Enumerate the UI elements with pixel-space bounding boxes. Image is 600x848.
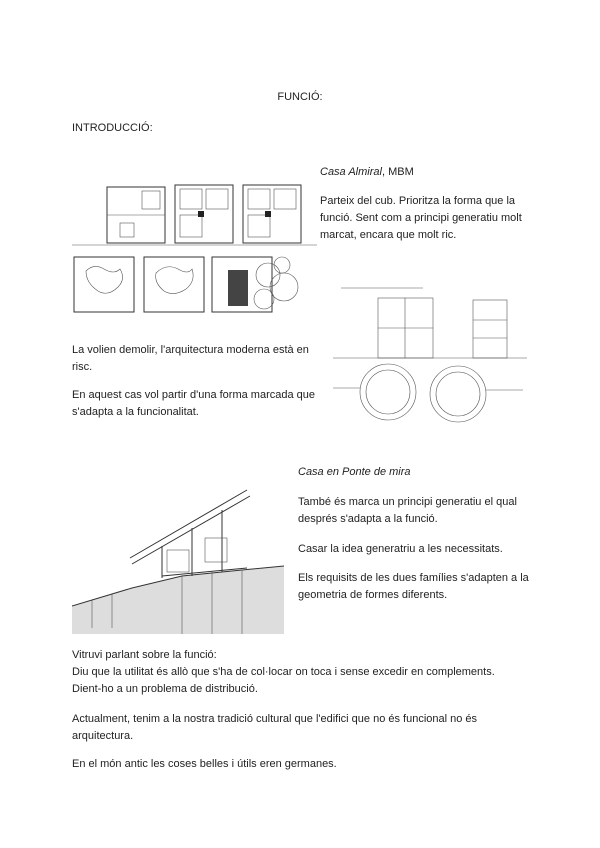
vitruvi-line-3: Dient-ho a un problema de distribució. (72, 683, 258, 695)
casa-almiral-caption-suffix: , MBM (381, 166, 414, 178)
vitruvi-line-1: Vitruvi parlant sobre la funció: (72, 649, 217, 661)
casa-ponte-section-drawing (72, 488, 284, 634)
casa-almiral-description: Parteix del cub. Prioritza la forma que la funció. Sent com a principi generatiu molt marcat, encara que molt ric. (320, 195, 522, 241)
casa-ponte-para-2: Casar la idea generatriu a les necessitats. (298, 543, 503, 555)
casa-almiral-left-text-1: La volien demolir, l'arquitectura moderna està en risc. (72, 344, 309, 373)
closing-para-2: En el món antic les coses belles i útils eren germanes. (72, 758, 337, 770)
casa-ponte-para-1: També és marca un principi generatiu el qual després s'adapta a la funció. (298, 496, 517, 525)
casa-almiral-elevation-drawing (333, 282, 527, 424)
casa-almiral-caption-name: Casa Almiral (320, 166, 382, 178)
casa-ponte-para-3: Els requisits de les dues famílies s'adapten a la geometria de formes diferents. (298, 572, 529, 601)
plan-5 (144, 257, 204, 312)
closing-para-1: Actualment, tenim a la nostra tradició cultural que l'edifici que no és funcional no és arquitectura. (72, 713, 478, 742)
section-heading: INTRODUCCIÓ: (72, 122, 153, 134)
casa-almiral-floor-plans (72, 175, 317, 315)
plan-3 (243, 185, 301, 243)
casa-almiral-left-text-2: En aquest cas vol partir d'una forma marcada que s'adapta a la funcionalitat. (72, 389, 316, 418)
page-title: FUNCIÓ: (277, 91, 323, 103)
casa-ponte-caption: Casa en Ponte de mira (298, 466, 411, 478)
vitruvi-line-2: Diu que la utilitat és allò que s'ha de col·locar on toca i sense excedir en complements. (72, 666, 495, 678)
plan-4 (74, 257, 134, 312)
